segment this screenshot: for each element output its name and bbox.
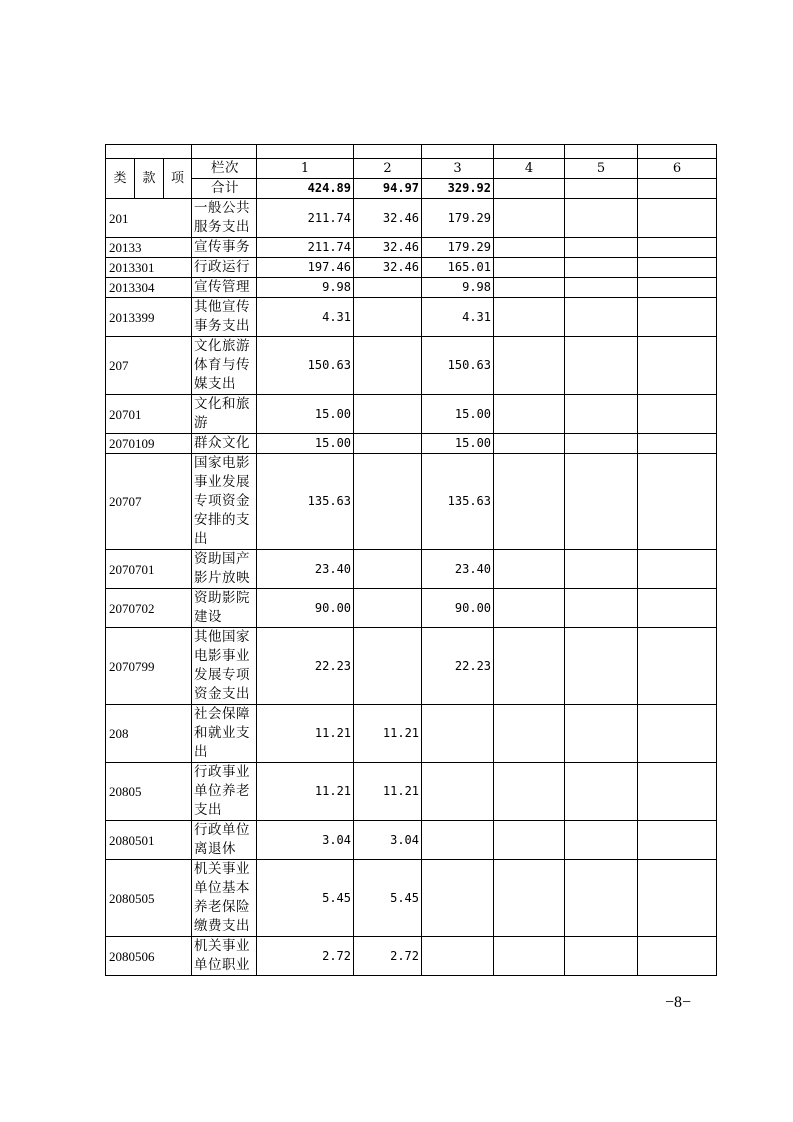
table-row — [106, 705, 717, 763]
amount-cell — [565, 238, 638, 258]
amount-cell — [638, 199, 717, 238]
subject-code: 2080506 — [106, 937, 192, 976]
amount-cell — [565, 298, 638, 337]
amount-cell — [565, 434, 638, 454]
amount-cell — [565, 821, 638, 860]
amount-cell — [422, 860, 494, 937]
amount-cell: 90.00 — [257, 589, 354, 628]
column-number-row — [106, 159, 717, 179]
amount-cell: 197.46 — [257, 258, 354, 278]
amount-cell — [422, 763, 494, 821]
amount-cell — [638, 937, 717, 976]
amount-cell — [565, 763, 638, 821]
subject-name: 宣传事务 — [192, 238, 257, 258]
amount-cell — [494, 337, 565, 395]
amount-cell — [565, 860, 638, 937]
table-row — [106, 589, 717, 628]
amount-cell — [494, 821, 565, 860]
table-row — [106, 628, 717, 705]
blank-cell — [565, 145, 638, 159]
amount-cell — [422, 705, 494, 763]
total-row — [106, 179, 717, 199]
amount-cell: 150.63 — [422, 337, 494, 395]
amount-cell: 135.63 — [422, 454, 494, 550]
blank-cell — [257, 145, 354, 159]
amount-cell — [565, 258, 638, 278]
table-row — [106, 821, 717, 860]
subject-code: 201 — [106, 199, 192, 238]
table-row — [106, 278, 717, 298]
table-row — [106, 434, 717, 454]
amount-cell — [494, 763, 565, 821]
amount-cell — [494, 628, 565, 705]
subject-name: 资助影院建设 — [192, 589, 257, 628]
amount-cell — [565, 937, 638, 976]
amount-cell — [494, 705, 565, 763]
blank-header-row — [106, 145, 717, 159]
budget-table — [105, 144, 717, 976]
subject-code: 2070702 — [106, 589, 192, 628]
amount-cell: 11.21 — [354, 705, 422, 763]
total-label: 合计 — [192, 179, 257, 199]
amount-cell — [494, 454, 565, 550]
amount-cell — [565, 628, 638, 705]
amount-cell: 150.63 — [257, 337, 354, 395]
amount-cell: 11.21 — [354, 763, 422, 821]
subject-code: 20707 — [106, 454, 192, 550]
subject-name: 文化和旅游 — [192, 395, 257, 434]
column-number: 1 — [257, 159, 354, 179]
amount-cell: 15.00 — [422, 434, 494, 454]
amount-cell: 15.00 — [257, 395, 354, 434]
column-number: 5 — [565, 159, 638, 179]
subject-code: 207 — [106, 337, 192, 395]
amount-cell: 5.45 — [257, 860, 354, 937]
table-row — [106, 238, 717, 258]
table-row — [106, 298, 717, 337]
amount-cell: 32.46 — [354, 199, 422, 238]
subject-name: 社会保障和就业支出 — [192, 705, 257, 763]
amount-cell: 211.74 — [257, 238, 354, 258]
amount-cell: 23.40 — [422, 550, 494, 589]
amount-cell: 2.72 — [257, 937, 354, 976]
subject-name: 国家电影事业发展专项资金安排的支出 — [192, 454, 257, 550]
amount-cell: 2.72 — [354, 937, 422, 976]
amount-cell — [565, 199, 638, 238]
column-number: 2 — [354, 159, 422, 179]
amount-cell — [565, 278, 638, 298]
amount-cell — [494, 550, 565, 589]
lanci-label: 栏次 — [192, 159, 257, 179]
amount-cell — [494, 434, 565, 454]
subject-code: 2080501 — [106, 821, 192, 860]
amount-cell — [354, 337, 422, 395]
total-value: 94.97 — [354, 179, 422, 199]
amount-cell — [354, 589, 422, 628]
amount-cell: 15.00 — [422, 395, 494, 434]
table-row — [106, 550, 717, 589]
amount-cell — [494, 860, 565, 937]
table-row — [106, 337, 717, 395]
subject-name: 一般公共服务支出 — [192, 199, 257, 238]
amount-cell — [638, 298, 717, 337]
amount-cell: 5.45 — [354, 860, 422, 937]
amount-cell — [494, 199, 565, 238]
amount-cell — [638, 258, 717, 278]
blank-cell — [354, 145, 422, 159]
column-number: 3 — [422, 159, 494, 179]
subject-name: 行政运行 — [192, 258, 257, 278]
table-row — [106, 937, 717, 976]
class-header-lei: 类 — [106, 159, 135, 199]
subject-code: 20133 — [106, 238, 192, 258]
amount-cell — [494, 258, 565, 278]
subject-code: 2070799 — [106, 628, 192, 705]
class-header-xiang: 项 — [164, 159, 192, 199]
amount-cell: 179.29 — [422, 199, 494, 238]
amount-cell — [638, 278, 717, 298]
table-row — [106, 454, 717, 550]
amount-cell — [565, 705, 638, 763]
blank-cell — [638, 145, 717, 159]
subject-name: 宣传管理 — [192, 278, 257, 298]
subject-code: 2070109 — [106, 434, 192, 454]
total-value — [565, 179, 638, 199]
amount-cell — [565, 395, 638, 434]
amount-cell: 211.74 — [257, 199, 354, 238]
amount-cell: 32.46 — [354, 238, 422, 258]
amount-cell: 4.31 — [422, 298, 494, 337]
amount-cell — [638, 395, 717, 434]
column-number: 4 — [494, 159, 565, 179]
subject-code: 20701 — [106, 395, 192, 434]
amount-cell — [638, 628, 717, 705]
amount-cell — [494, 278, 565, 298]
total-value — [494, 179, 565, 199]
subject-name: 其他国家电影事业发展专项资金支出 — [192, 628, 257, 705]
amount-cell — [354, 298, 422, 337]
total-value: 329.92 — [422, 179, 494, 199]
page-number: −8− — [665, 994, 692, 1011]
amount-cell — [638, 434, 717, 454]
amount-cell: 11.21 — [257, 705, 354, 763]
table-row — [106, 860, 717, 937]
amount-cell: 179.29 — [422, 238, 494, 258]
subject-name: 行政单位离退休 — [192, 821, 257, 860]
blank-cell — [192, 145, 257, 159]
amount-cell: 9.98 — [422, 278, 494, 298]
amount-cell — [565, 550, 638, 589]
amount-cell — [494, 298, 565, 337]
amount-cell: 11.21 — [257, 763, 354, 821]
amount-cell — [565, 337, 638, 395]
subject-name: 机关事业单位职业 — [192, 937, 257, 976]
amount-cell — [638, 860, 717, 937]
subject-name: 机关事业单位基本养老保险缴费支出 — [192, 860, 257, 937]
table-row — [106, 258, 717, 278]
subject-code: 208 — [106, 705, 192, 763]
amount-cell: 22.23 — [257, 628, 354, 705]
subject-code: 20805 — [106, 763, 192, 821]
amount-cell — [354, 278, 422, 298]
amount-cell — [494, 937, 565, 976]
amount-cell — [422, 937, 494, 976]
amount-cell — [354, 395, 422, 434]
subject-code: 2080505 — [106, 860, 192, 937]
amount-cell — [494, 589, 565, 628]
amount-cell — [354, 550, 422, 589]
amount-cell: 4.31 — [257, 298, 354, 337]
amount-cell — [354, 454, 422, 550]
table-row — [106, 763, 717, 821]
amount-cell — [422, 821, 494, 860]
amount-cell: 3.04 — [354, 821, 422, 860]
amount-cell: 32.46 — [354, 258, 422, 278]
subject-name: 文化旅游体育与传媒支出 — [192, 337, 257, 395]
amount-cell — [354, 628, 422, 705]
amount-cell: 135.63 — [257, 454, 354, 550]
amount-cell — [494, 238, 565, 258]
subject-code: 2013301 — [106, 258, 192, 278]
amount-cell — [565, 589, 638, 628]
amount-cell: 3.04 — [257, 821, 354, 860]
subject-name: 行政事业单位养老支出 — [192, 763, 257, 821]
amount-cell: 9.98 — [257, 278, 354, 298]
amount-cell — [638, 337, 717, 395]
amount-cell — [638, 238, 717, 258]
subject-name: 资助国产影片放映 — [192, 550, 257, 589]
class-header-kuan: 款 — [135, 159, 164, 199]
subject-code: 2013304 — [106, 278, 192, 298]
amount-cell — [638, 550, 717, 589]
amount-cell — [354, 434, 422, 454]
amount-cell: 23.40 — [257, 550, 354, 589]
amount-cell — [565, 454, 638, 550]
amount-cell: 22.23 — [422, 628, 494, 705]
total-value: 424.89 — [257, 179, 354, 199]
amount-cell — [638, 821, 717, 860]
amount-cell — [638, 705, 717, 763]
amount-cell — [638, 589, 717, 628]
total-value — [638, 179, 717, 199]
table-row — [106, 199, 717, 238]
table-row — [106, 395, 717, 434]
amount-cell: 165.01 — [422, 258, 494, 278]
subject-code: 2070701 — [106, 550, 192, 589]
blank-cell — [494, 145, 565, 159]
subject-name: 群众文化 — [192, 434, 257, 454]
column-number: 6 — [638, 159, 717, 179]
amount-cell — [494, 395, 565, 434]
blank-cell — [106, 145, 192, 159]
amount-cell — [638, 763, 717, 821]
amount-cell — [638, 454, 717, 550]
amount-cell: 90.00 — [422, 589, 494, 628]
subject-code: 2013399 — [106, 298, 192, 337]
amount-cell: 15.00 — [257, 434, 354, 454]
blank-cell — [422, 145, 494, 159]
subject-name: 其他宣传事务支出 — [192, 298, 257, 337]
